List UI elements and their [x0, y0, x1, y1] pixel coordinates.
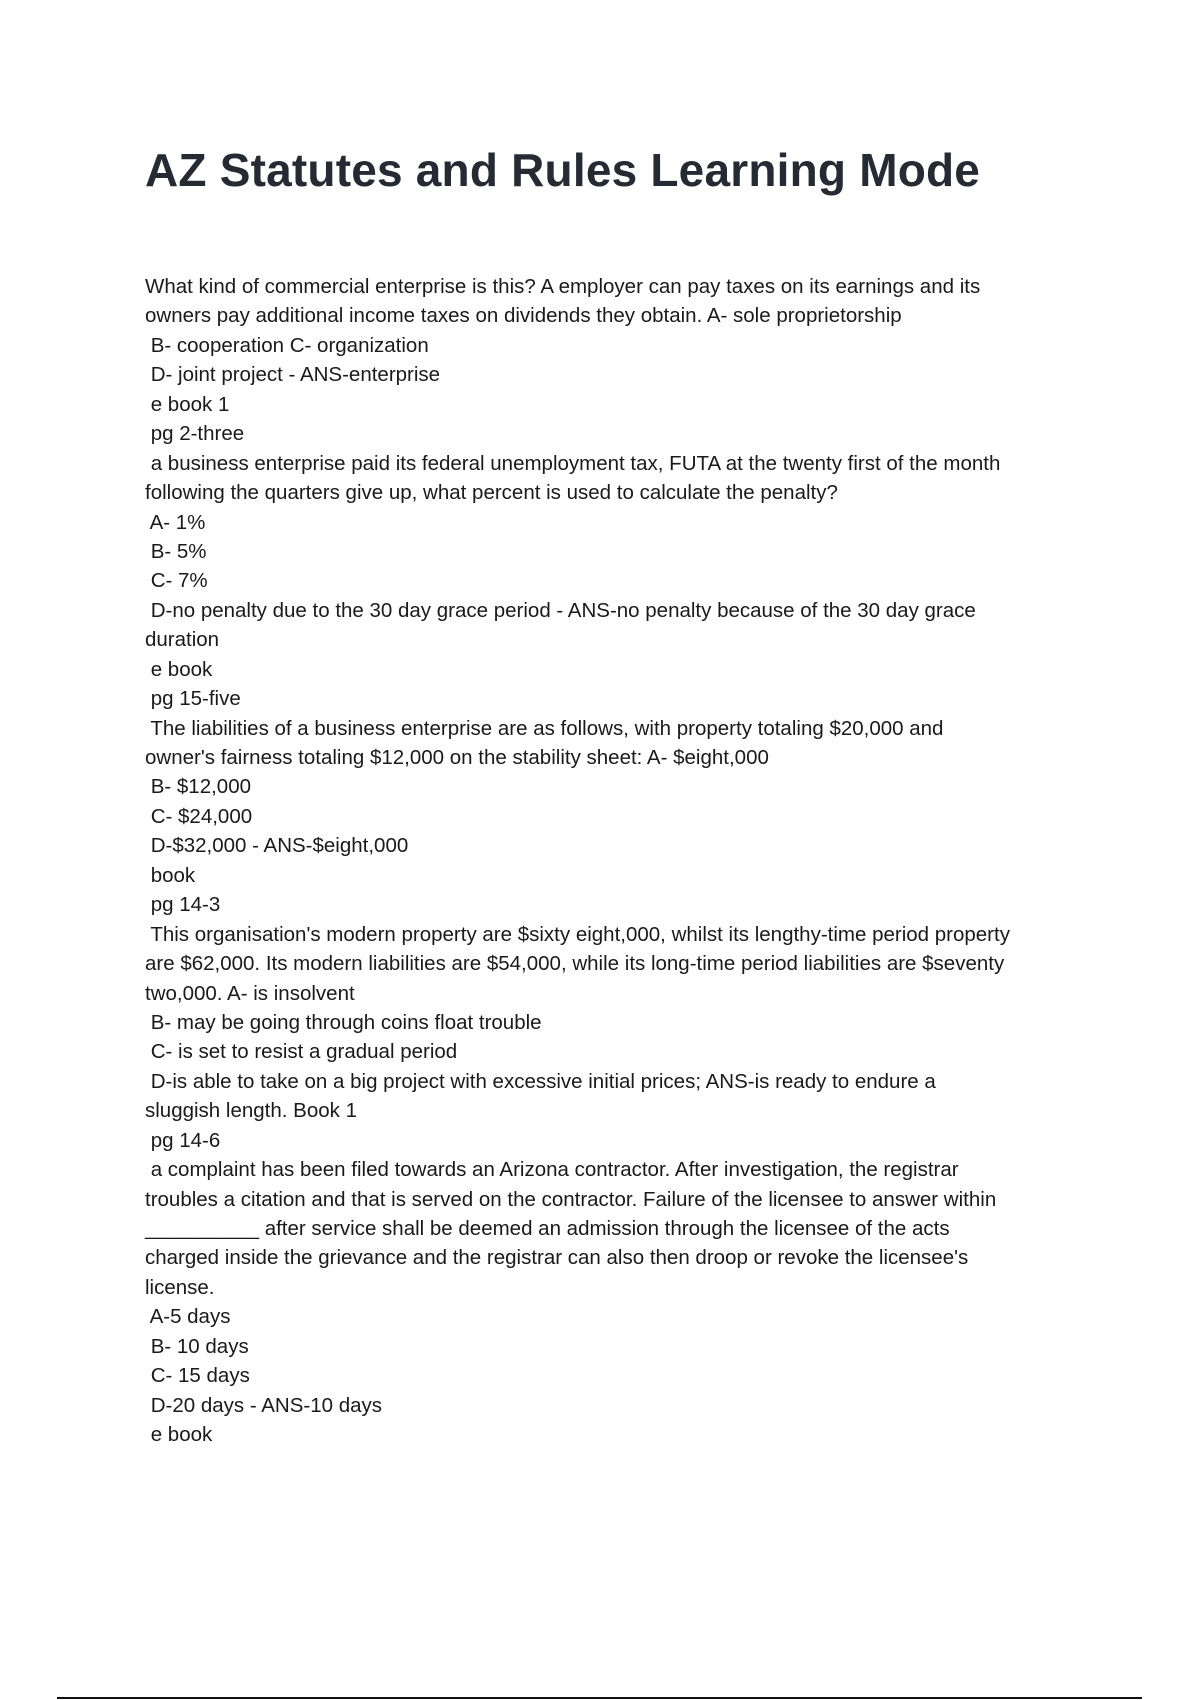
text-line: D-$32,000 - ANS-$eight,000 — [145, 834, 409, 858]
document-body — [145, 272, 1085, 1450]
text-line: e book — [145, 657, 213, 681]
text-line: a business enterprise paid its federal unemployment tax, FUTA at the twenty first of the month — [145, 451, 1001, 475]
text-line: book — [145, 863, 196, 887]
text-line: B- cooperation C- organization — [145, 333, 429, 357]
text-line: troubles a citation and that is served on the contractor. Failure of the licensee to answer within — [145, 1187, 997, 1211]
text-line: sluggish length. Book 1 — [145, 1099, 357, 1123]
text-line: pg 14-6 — [145, 1128, 221, 1152]
text-line: charged inside the grievance and the registrar can also then droop or revoke the licensee's — [145, 1246, 969, 1270]
text-line: C- $24,000 — [145, 804, 253, 828]
text-line: pg 2-three — [145, 422, 245, 446]
text-line: What kind of commercial enterprise is this? A employer can pay taxes on its earnings and its — [145, 275, 981, 298]
text-line: pg 14-3 — [145, 893, 221, 917]
text-line: __________ after service shall be deemed an admission through the licensee of the acts — [145, 1217, 950, 1240]
text-line: pg 15-five — [145, 687, 241, 711]
text-line: C- is set to resist a gradual period — [145, 1040, 458, 1064]
text-line: owners pay additional income taxes on dividends they obtain. A- sole proprietorship — [145, 304, 902, 328]
text-line: D-is able to take on a big project with excessive initial prices; ANS-is ready to endure a — [145, 1069, 936, 1093]
text-line: A- 1% — [145, 510, 206, 534]
text-line: duration — [145, 628, 220, 652]
text-line: The liabilities of a business enterprise are as follows, with property totaling $20,000 and — [145, 716, 944, 740]
text-line: two,000. A- is insolvent — [145, 981, 355, 1005]
text-line: C- 7% — [145, 569, 208, 593]
text-line: C- 15 days — [145, 1364, 250, 1388]
text-line: e book — [145, 1423, 213, 1447]
text-line: A-5 days — [145, 1305, 231, 1329]
text-line: e book 1 — [145, 392, 230, 416]
text-line: B- may be going through coins float trouble — [145, 1010, 542, 1034]
text-line: are $62,000. Its modern liabilities are $54,000, while its long-time period liabilities are $seventy — [145, 952, 1005, 976]
page-title: AZ Statutes and Rules Learning Mode — [145, 144, 981, 196]
text-line: D-20 days - ANS-10 days — [145, 1393, 382, 1417]
text-line: owner's fairness totaling $12,000 on the stability sheet: A- $eight,000 — [145, 746, 769, 769]
footer-divider — [57, 1697, 1142, 1699]
text-line: following the quarters give up, what percent is used to calculate the penalty? — [145, 481, 838, 505]
text-line: a complaint has been filed towards an Arizona contractor. After investigation, the registrar — [145, 1158, 959, 1182]
text-line: B- 5% — [145, 539, 207, 563]
text-line: B- 10 days — [145, 1334, 249, 1358]
text-line: This organisation's modern property are $sixty eight,000, whilst its lengthy-time period property — [145, 922, 1010, 946]
text-line: B- $12,000 — [145, 775, 251, 799]
text-line: D- joint project - ANS-enterprise — [145, 363, 441, 387]
text-line: license. — [145, 1275, 215, 1299]
text-line: D-no penalty due to the 30 day grace period - ANS-no penalty because of the 30 day grace — [145, 598, 976, 622]
